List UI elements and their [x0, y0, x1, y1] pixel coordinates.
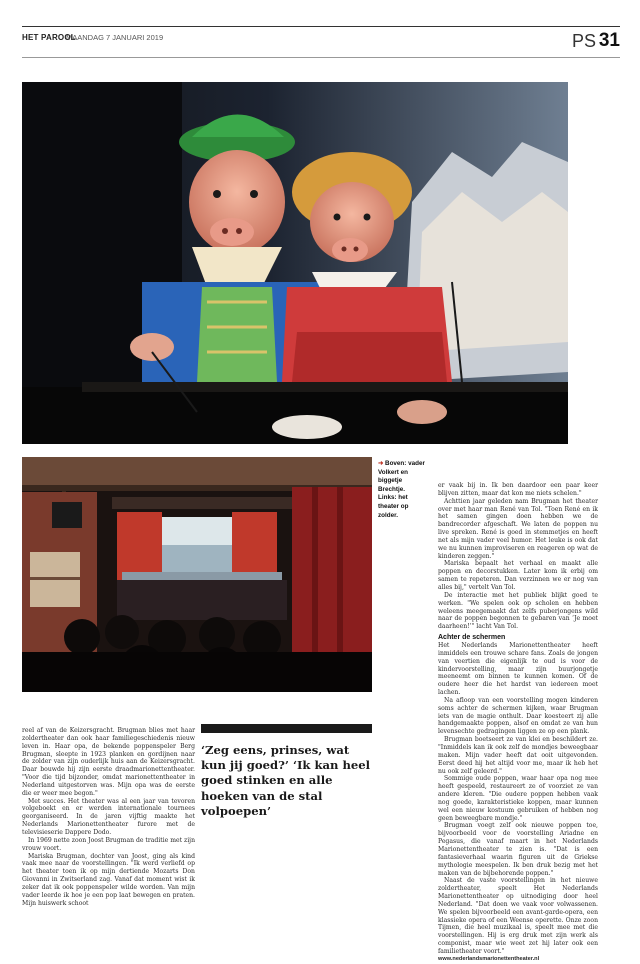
caption-line: theater op [378, 502, 409, 510]
masthead: HET PAROOL [22, 33, 76, 42]
article-paragraph: Brugman voegt zelf ook nieuwe poppen toe, bijvoorbeeld voor de voorstelling Ariadne en Pegasus, die vanaf maart in het Nederlands Marionettentheater te zien is. "Dat is een fantasieverhaal waarin figuren uit de Griekse mythologie meespelen. Ik ben druk bezig met het maken van de bijbehorende poppen." [438, 822, 598, 877]
caption-line: Links: het [378, 494, 408, 502]
photo-caption [378, 460, 434, 520]
caption-line: Brechtje. [378, 485, 405, 493]
caption-line: Boven: vader [385, 460, 425, 467]
article-paragraph: Sommige oude poppen, waar haar opa nog mee heeft gespeeld, restaureert ze of voorziet ze van andere kleren. "Die oudere poppen hebben vaak nog goede, karakteristieke koppen, maar kunnen wel een nieuw kostuum gebruiken of hebben nog geen beweegbare mondje." [438, 775, 598, 822]
quote-bar [201, 724, 372, 733]
article-paragraph: er vaak bij in. Ik ben daardoor een paar keer blijven zitten, maar dat kon me niets schelen." [438, 482, 598, 497]
issue-date: MAANDAG 7 JANUARI 2019 [66, 33, 164, 42]
theater-attic-photo [22, 457, 372, 692]
article-paragraph: Na afloop van een voorstelling mogen kinderen soms achter de schermen kijken, waar Brugman iets van de magie onthult. Daar koesteert zij alle handgemaakte poppen, alsof en omdat ze van hun levensechte gedragingen liggen ze op een plank. [438, 696, 598, 736]
subheading: Achter de schermen [438, 634, 506, 642]
article-paragraph: Naast de vaste voorstellingen in het nieuwe zoldertheater, speelt Het Nederlands Marionettentheater op uitnodiging door heel Nederland. "Dat doen we vaak voor volwassenen. We spelen bijvoorbeeld een avant-garde-opera, een klassieke opera of een Weense operette. Onze zoon Tijmen, die heel muzikaal is, speelt mee met die voorstellingen. Hij is erg druk met zijn werk als componist, maar wie weet zet hij later ook een familietheater voort." [438, 877, 598, 955]
website-link[interactable]: www.nederlandsmarionettentheater.nl [438, 955, 540, 962]
article-paragraph: Mariska bepaalt het verhaal en maakt alle poppen en decorstukken. Later kom ik erbij om samen te repeteren. Dan verzinnen we er nog van alles bij," vertelt Van Tol. [438, 560, 598, 591]
article-paragraph: Met succes. Het theater was al een jaar van tevoren volgeboekt en er werden internationale tournees georganiseerd. In de jaren vijftig maakte het Nederlands Marionettentheater furore met de televisieserie Dappere Dodo. [22, 797, 195, 836]
page-header [22, 26, 620, 58]
article-paragraph: Mariska Brugman, dochter van Joost, ging als kind vaak mee naar de voorstellingen. "Ik werd verliefd op het theater toen ik op mijn dertiende Mozarts Don Giovanni in Zwitserland zag. Vanaf dat moment wist ik zeker dat ik ook poppenspeler wilde worden. Van mijn vader leerde ik hoe je een pop laat bewegen en praten. Mijn huiswerk schoot [22, 852, 195, 907]
theater-attic-illustration [22, 457, 372, 692]
caption-line: zolder. [378, 511, 398, 519]
article-paragraph: De interactie met het publiek blijkt goed te werken. "We spelen ook op scholen en hebben weleens meegemaakt dat zelfs puberjongens wild naar de poppen begonnen te gebaren van ‘Je moet daarheen!’" lacht Van Tol. [438, 591, 598, 631]
article-column-right [438, 482, 598, 964]
article-column-left [22, 727, 195, 907]
article-paragraph: Het Nederlands Marionettentheater heeft inmiddels een trouwe schare fans. Zoals de jongen van veertien die eigenlijk te oud is voor de kindervoorstelling, maar zijn buurjongetje meeneemt om binnen te kunnen komen. Of de oudere heer die het hardst van iedereen moet lachen. [438, 642, 598, 697]
page-number: 31 [598, 30, 620, 51]
puppet-pigs-illustration [22, 82, 568, 444]
article-paragraph: In 1969 nette zoon Joost Brugman de traditie met zijn vrouw voort. [22, 836, 195, 852]
pull-quote: ‘Zeg eens, prinses, wat kun jij goed?’ ‘Ik kan heel goed stinken en alle hoeken van de stal volpoepen’ [201, 743, 371, 818]
article-paragraph: Brugman boetseert ze van klei en beschildert ze. "Inmiddels kan ik ook zelf de mondjes beweegbaar maken. Mijn vader heeft dat ooit uitgevonden. Eerst deed hij het altijd voor me, maar ik heb het nu ook zelf geleerd." [438, 736, 598, 775]
article-paragraph: reel af van de Keizersgracht. Brugman blies met haar zoldertheater dan ook haar familiegeschiedenis nieuw leven in. Haar opa, de bekende poppenspeler Berg Brugman, sleepte in 1923 planken en gordijnen naar de zolder van zijn ouderlijk huis aan de Keizersgracht. Daar bouwde hij zijn eerste draadmarionettentheater. "Voor die tijd bijzonder, omdat marionettentheater in Nederland uitgestorven was. Mijn opa was de eerste die er weer mee begon." [22, 727, 195, 797]
puppet-pigs-photo [22, 82, 568, 444]
section-label: PS [571, 31, 596, 51]
article-paragraph: Achttien jaar geleden nam Brugman het theater over met haar man René van Tol. "Toen René en ik het samen gingen doen hebben we de bandrecorder afgeschaft. We laten de poppen nu live spreken. René is goed in stemmetjes en heeft net als mijn vader veel humor. Het leuke is ook dat we nu kunnen improviseren en reageren op wat de kinderen zeggen." [438, 497, 598, 560]
caption-line: Volkert en [378, 468, 408, 476]
caption-arrow-icon: ➜ [378, 460, 384, 467]
caption-line: biggetje [378, 477, 403, 485]
